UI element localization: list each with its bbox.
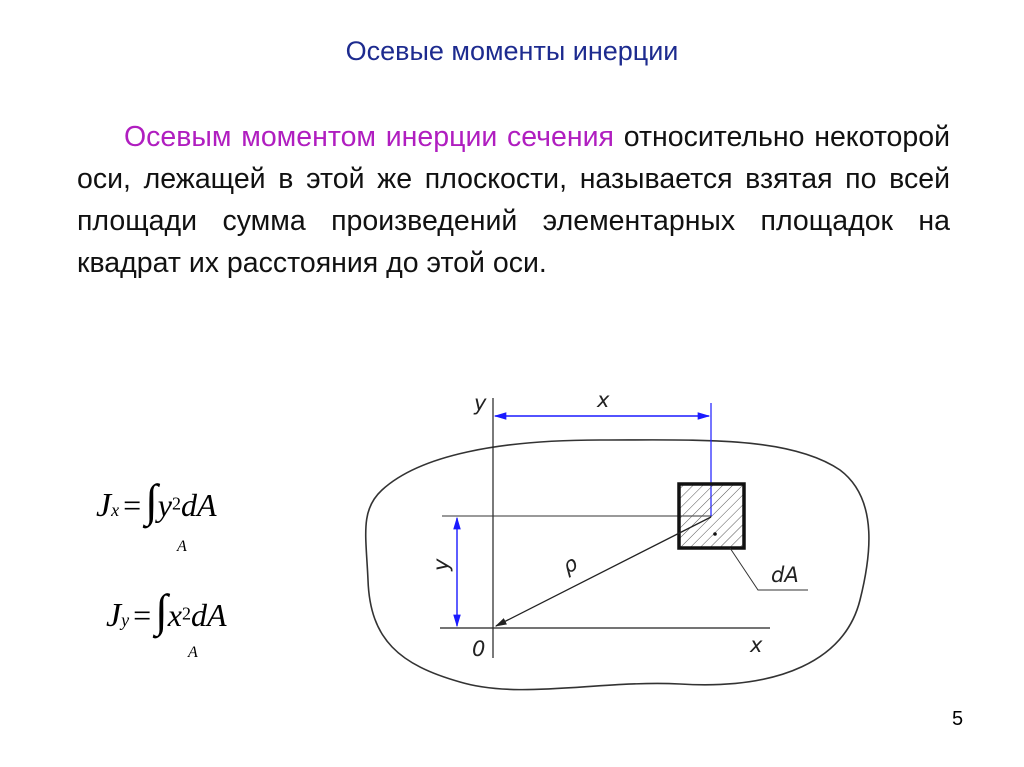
y-axis-label: y (474, 391, 487, 415)
formula-jx-equals: = (123, 487, 142, 523)
x-axis-label: x (750, 633, 763, 657)
definition-term: Осевым моментом инерции сечения (124, 121, 614, 153)
formula-jy-integral: ∫ (155, 585, 168, 636)
element-label: dA (771, 563, 799, 587)
element-da-square (679, 484, 744, 548)
definition-text: относительно некоторой оси, лежащей в этой же плоскости, называется взятая по всей площади сумма произведений элементарных площадок на квадрат их расстояния до этой оси. (77, 121, 951, 279)
formula-jy-equals: = (133, 597, 152, 633)
radius-vector (496, 517, 711, 626)
formula-jy-limit: A (188, 644, 198, 661)
formula-jx-integral: ∫ (145, 475, 158, 526)
formula-jx-symbol: J (96, 487, 112, 524)
formula-jy-integrand: x (167, 597, 182, 633)
y-dimension-label: y (429, 558, 453, 571)
slide-title: Осевые моменты инерции (345, 36, 679, 66)
formula-jy-differential: dA (190, 597, 227, 633)
page-number: 5 (952, 708, 964, 730)
formula-jx-subscript: x (111, 500, 120, 520)
formula-jy-symbol: J (106, 597, 122, 634)
element-centre-dot (713, 532, 717, 536)
formula-jx-limit: A (177, 538, 187, 555)
formula-jy-subscript: y (121, 610, 130, 630)
origin-label: 0 (472, 637, 486, 661)
x-dimension-label: x (597, 388, 610, 412)
radius-label: ρ (558, 551, 582, 579)
formula-jy-power: 2 (181, 603, 191, 624)
formula-jx-power: 2 (171, 493, 181, 514)
formula-jx-differential: dA (180, 487, 217, 523)
formula-jx-integrand: y (157, 487, 172, 523)
